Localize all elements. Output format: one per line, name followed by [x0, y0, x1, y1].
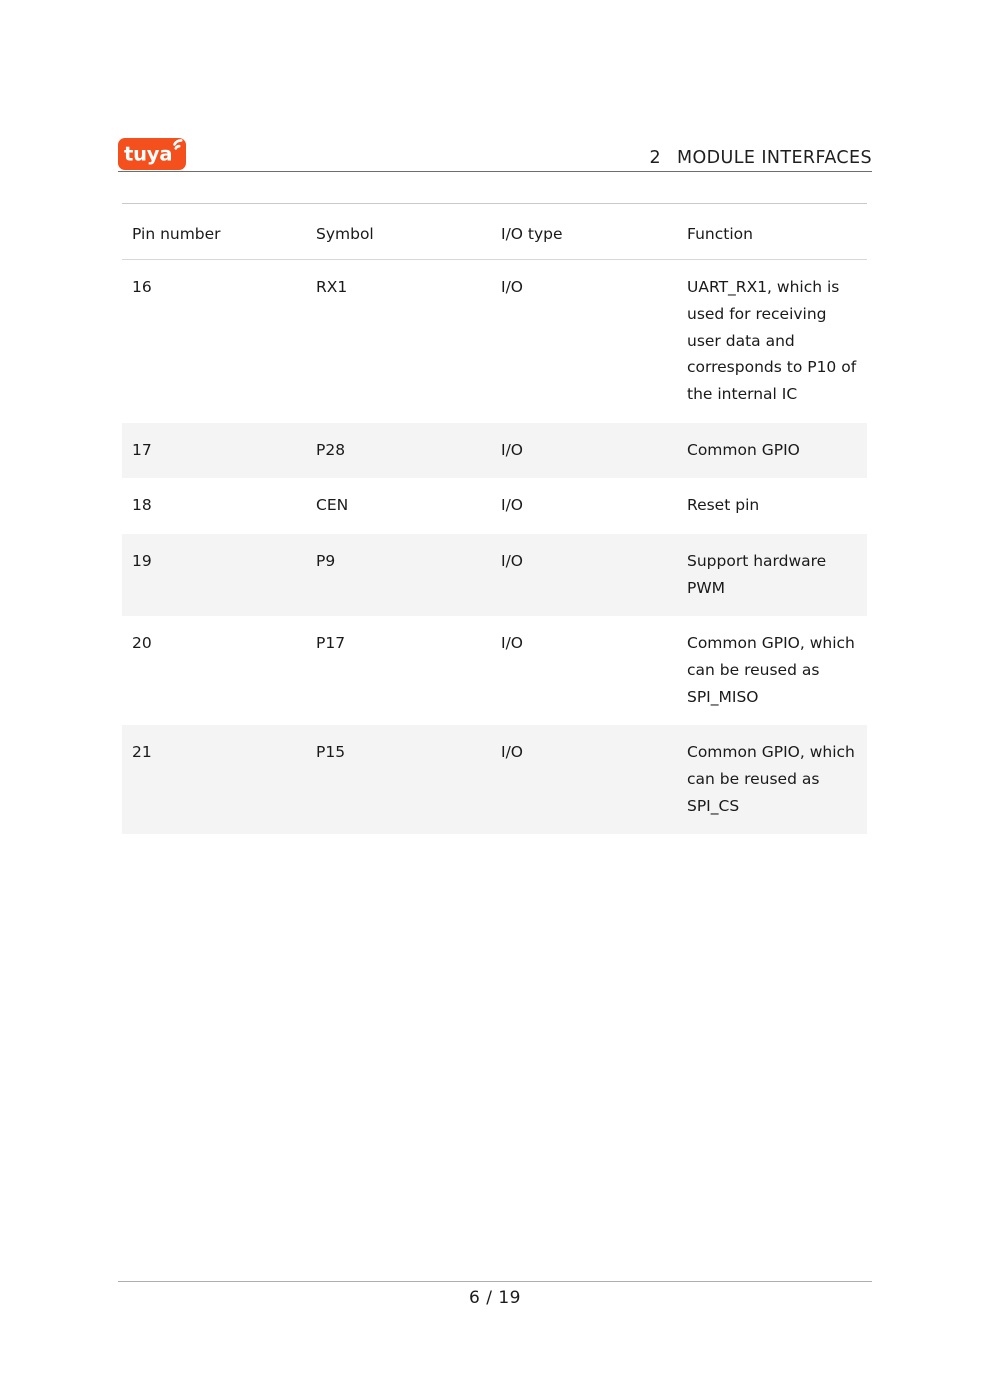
tuya-wordmark: tuya	[124, 142, 173, 166]
header-section-title	[649, 148, 872, 168]
cell-function: Support hardware PWM	[677, 534, 867, 616]
cell-function: Common GPIO, which can be reused as SPI_MISO	[687, 634, 855, 706]
footer-divider	[118, 1281, 872, 1282]
column-header-io-type: I/O type	[491, 204, 677, 260]
cell-function: Common GPIO, which can be reused as SPI_CS	[677, 725, 867, 834]
column-header-pin-number: Pin number	[122, 204, 306, 260]
wifi-arc-icon	[175, 140, 182, 148]
pin-definition-table	[122, 203, 867, 834]
cell-function: UART_RX1, which is used for receiving user data and corresponds to P10 of the internal IC	[687, 278, 857, 404]
page-header	[118, 118, 872, 172]
table-row	[122, 260, 867, 423]
table-row	[122, 478, 867, 534]
column-header-symbol: Symbol	[306, 204, 491, 260]
cell-symbol: P9	[306, 534, 491, 616]
cell-symbol: P17	[316, 634, 346, 653]
cell-symbol: P28	[306, 423, 491, 479]
page-number: 6 / 19	[469, 1288, 521, 1308]
table-row	[122, 616, 867, 725]
table-row	[122, 423, 867, 479]
column-header-function: Function	[677, 204, 867, 260]
cell-io-type: I/O	[491, 725, 677, 834]
cell-symbol: RX1	[316, 278, 348, 297]
cell-function: Reset pin	[687, 496, 760, 515]
cell-pin-number: 20	[132, 634, 152, 653]
cell-io-type: I/O	[501, 634, 523, 653]
cell-io-type: I/O	[501, 496, 523, 515]
table-row	[122, 725, 867, 834]
table-row	[122, 534, 867, 616]
table-body	[122, 260, 867, 834]
cell-pin-number: 16	[132, 278, 152, 297]
table-header-row	[122, 204, 867, 260]
cell-io-type: I/O	[501, 278, 523, 297]
tuya-logo	[118, 138, 186, 170]
cell-io-type: I/O	[491, 423, 677, 479]
cell-io-type: I/O	[491, 534, 677, 616]
header-section-number: 2	[649, 148, 661, 168]
cell-symbol: P15	[306, 725, 491, 834]
pin-table-container	[122, 203, 867, 834]
cell-symbol: CEN	[316, 496, 349, 515]
tuya-logo-mark	[118, 134, 204, 170]
cell-function: Common GPIO	[677, 423, 867, 479]
cell-pin-number: 17	[122, 423, 306, 479]
cell-pin-number: 21	[122, 725, 306, 834]
cell-pin-number: 18	[132, 496, 152, 515]
table-head	[122, 204, 867, 260]
header-divider	[118, 171, 872, 172]
header-section-name: MODULE INTERFACES	[677, 148, 872, 168]
cell-pin-number: 19	[122, 534, 306, 616]
